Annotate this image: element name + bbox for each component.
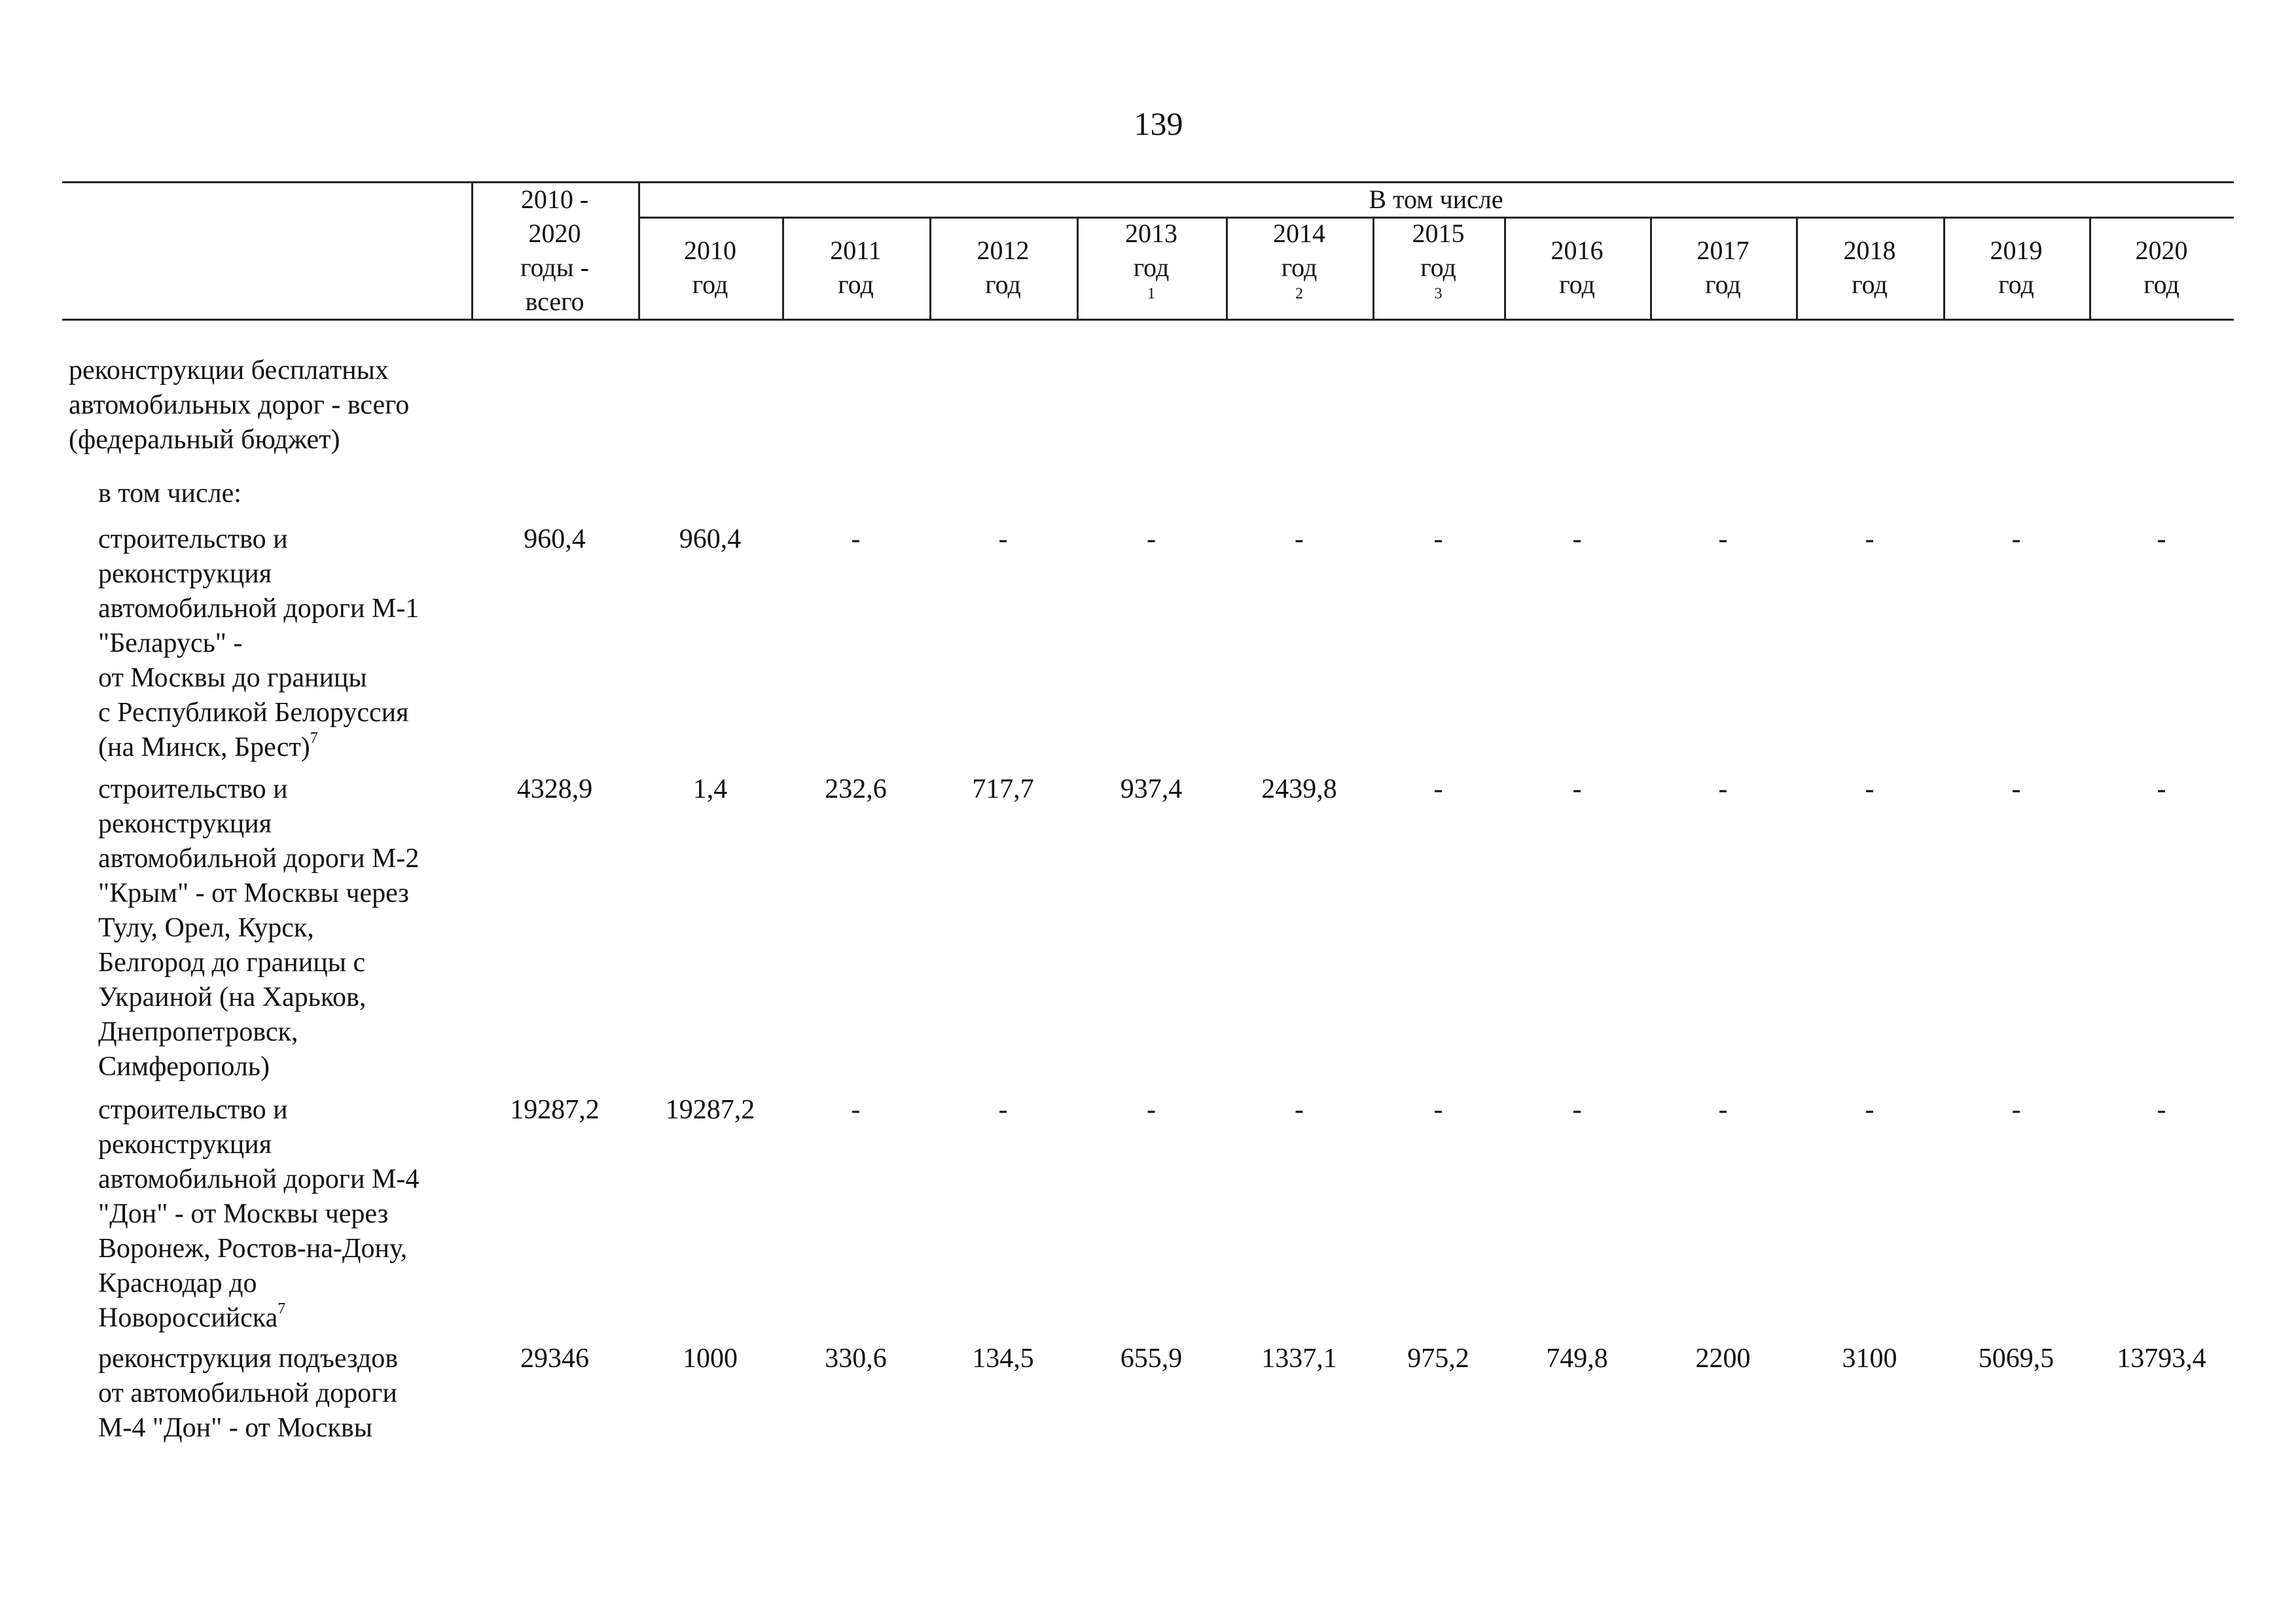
row-label-text: Краснодар до [98,1268,257,1298]
row-year-value: - [1147,524,1156,554]
header-year: 2017 [1696,236,1749,265]
row-year-value: - [1147,1095,1156,1125]
header-year-2015 [1372,219,1504,317]
row-label-line [98,1266,257,1301]
row-label-line [98,1301,285,1336]
section-heading-line: (федеральный бюджет) [69,425,340,455]
row-year-value: 1000 [683,1344,738,1374]
row-year-value: - [2011,774,2021,804]
row-year-value: - [851,524,861,554]
row-label-line [98,1050,270,1084]
row-label-text: Украиной (на Харьков, [98,982,367,1012]
section-heading-line: реконструкции бесплатных [69,355,389,385]
row-year-value: 232,6 [825,774,887,804]
row-label-text: "Крым" - от Москвы через [98,878,409,908]
section-subheading: в том числе: [98,478,242,508]
row-year-value: - [1572,1095,1582,1125]
row-label-text: Днепропетровск, [98,1017,298,1047]
row-year-value: - [998,524,1008,554]
header-year: 2018 [1843,236,1896,265]
row-year-value: - [1295,1095,1304,1125]
row-label-text: реконструкция [98,809,272,839]
row-year-value: - [1433,524,1443,554]
header-unit-text: год [1281,253,1318,282]
header-unit [1420,251,1456,319]
row-label-line [98,842,419,876]
header-unit-text: год [985,270,1021,299]
row-label-line [98,592,419,626]
header-unit-text: год [1705,270,1741,299]
row-year-value: 2439,8 [1261,774,1337,804]
row-label-text: строительство и [98,1095,288,1125]
row-label-line [98,1342,398,1376]
row-year-value: - [1433,774,1443,804]
row-year-value: 749,8 [1546,1344,1608,1374]
row-year-value: - [1572,524,1582,554]
row-year-value: 5069,5 [1978,1344,2054,1374]
row-label-text: реконструкция подъездов [98,1344,399,1374]
header-year: 2016 [1551,236,1604,265]
row-label-text: от автомобильной дороги [98,1378,397,1408]
header-unit-text: год [1559,270,1595,299]
row-label-text: с Республикой Белоруссия [98,698,409,728]
row-year-value: 13793,4 [2117,1344,2206,1374]
row-year-value: - [1865,524,1874,554]
row-label-text: строительство и [98,524,288,554]
header-unit [838,268,874,302]
row-label-line [98,876,409,911]
row-label-line [98,626,242,661]
header-year: 2013 [1125,219,1177,248]
header-year-2019 [1943,219,2089,317]
row-year-value: - [1865,1095,1874,1125]
row-label-text: от Москвы до границы [98,663,367,693]
row-total-value: 960,4 [524,524,586,554]
header-unit-text: год [1852,270,1888,299]
row-year-value: - [1718,1095,1728,1125]
header-unit-text: год [2144,270,2179,299]
header-unit [1852,268,1888,302]
row-label-text: реконструкция [98,559,272,589]
header-unit [985,268,1021,302]
header-unit [1705,268,1741,302]
row-year-value: - [1433,1095,1443,1125]
row-label-text: Симферополь) [98,1052,270,1082]
footnote-marker: 1 [1147,285,1155,302]
row-label-line [98,980,366,1015]
row-label-line [98,1232,407,1266]
row-label-line [98,522,288,557]
row-label-text: "Беларусь" - [98,628,243,658]
row-year-value: 1337,1 [1261,1344,1337,1374]
header-year: 2020 [2135,236,2188,265]
header-unit [692,268,728,302]
header-year-2010 [638,219,782,317]
header-unit-text: год [1420,253,1456,282]
section-heading-line: автомобильных дорог - всего [69,390,410,420]
header-unit-text: год [838,270,874,299]
row-label-line [98,1162,419,1197]
row-year-value: - [851,1095,861,1125]
row-year-value: 937,4 [1120,774,1183,804]
header-year: 2011 [830,236,882,265]
footnote-marker: 7 [278,1300,286,1317]
header-unit [1559,268,1595,302]
row-year-value: 655,9 [1120,1344,1183,1374]
row-total-value: 4328,9 [516,774,593,804]
row-year-value: - [2011,1095,2021,1125]
row-total-value: 19287,2 [510,1095,600,1125]
row-label-text: автомобильной дороги М-1 [98,594,420,624]
header-year-2020 [2089,219,2234,317]
page-number: 139 [1134,105,1183,142]
row-year-value: - [2157,774,2166,804]
header-unit-text: год [692,270,728,299]
row-year-value: 975,2 [1407,1344,1469,1374]
header-year-2011 [782,219,929,317]
header-year: 2012 [977,236,1030,265]
row-label-line [98,1376,397,1411]
header-year-2012 [929,219,1077,317]
row-label-text: автомобильной дороги М-4 [98,1164,420,1194]
row-year-value: 19287,2 [665,1095,755,1125]
header-year-2017 [1650,219,1796,317]
row-year-value: 717,7 [972,774,1034,804]
header-total-line: 2010 - [520,184,589,214]
header-year-2016 [1504,219,1650,317]
row-label-line [98,1093,288,1128]
row-year-value: - [1572,774,1582,804]
header-unit-text: год [1133,253,1170,282]
header-total-line: годы - [520,252,589,282]
row-year-value: 134,5 [972,1344,1034,1374]
row-label-line [98,1015,298,1050]
header-year: 2014 [1273,219,1325,248]
row-label-line [98,1411,372,1446]
row-label-text: автомобильной дороги М-2 [98,844,420,874]
row-year-value: 330,6 [825,1344,887,1374]
header-unit-text: год [1998,270,2034,299]
row-year-value: - [2157,524,2166,554]
row-year-value: - [998,1095,1008,1125]
row-label-line [98,1197,388,1232]
row-label-text: реконструкция [98,1130,272,1160]
row-label-text: "Дон" - от Москвы через [98,1199,389,1229]
table-header-bottom-rule [62,319,2234,321]
row-label-line [98,911,314,946]
row-label-line [98,557,272,592]
row-year-value: 960,4 [679,524,742,554]
row-label-line [98,661,367,696]
row-label-text: Воронеж, Ростов-на-Дону, [98,1234,408,1264]
row-label-text: Белгород до границы с [98,948,366,978]
header-year: 2010 [684,236,736,265]
header-total-column [471,183,638,317]
header-unit [1998,268,2034,302]
header-total-line: всего [525,286,584,316]
row-label-line [98,772,288,807]
header-year-2013 [1077,219,1226,317]
row-label-line [98,1128,272,1162]
header-year-2014 [1226,219,1372,317]
footnote-marker: 3 [1434,285,1443,302]
row-year-value: - [1718,774,1728,804]
row-year-value: - [2011,524,2021,554]
row-label-text: строительство и [98,774,288,804]
row-year-value: 2200 [1695,1344,1751,1374]
header-year: 2019 [1990,236,2043,265]
header-unit [2144,268,2179,302]
row-year-value: 3100 [1842,1344,1897,1374]
row-year-value: - [1865,774,1874,804]
header-year: 2015 [1412,219,1465,248]
row-year-value: - [1295,524,1304,554]
footnote-marker: 2 [1295,285,1303,302]
row-label-line [98,946,365,980]
row-label-text: М-4 "Дон" - от Москвы [98,1413,372,1443]
row-total-value: 29346 [520,1344,589,1374]
row-label-line [98,730,318,765]
header-unit [1134,251,1170,319]
row-label-text: Тулу, Орел, Курск, [98,913,314,943]
footnote-marker: 7 [310,730,318,747]
header-year-2018 [1796,219,1943,317]
header-total-line: 2020 [528,218,581,248]
row-year-value: - [2157,1095,2166,1125]
row-label-text: (на Минск, Брест) [98,732,310,762]
row-label-line [98,807,272,842]
header-unit [1282,251,1318,319]
row-label-text: Новороссийска [98,1303,278,1333]
row-label-line [98,696,408,730]
row-year-value: - [1718,524,1728,554]
row-year-value: 1,4 [692,774,728,804]
header-group-label: В том числе [1369,185,1503,214]
